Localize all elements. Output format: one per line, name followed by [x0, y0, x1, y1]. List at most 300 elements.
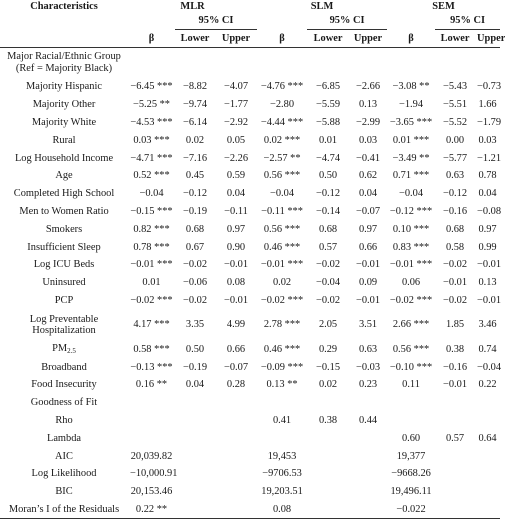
table-cell: 0.02 [318, 379, 338, 391]
table-row [0, 465, 500, 483]
table-cell [128, 412, 175, 430]
table-cell [475, 465, 500, 483]
table-cell: 0.56 *** [263, 170, 301, 182]
table-cell [307, 465, 349, 483]
table-cell: 0.78 *** [133, 241, 170, 253]
table-cell: −0.022 [387, 501, 435, 519]
table-cell: 0.56 *** [392, 343, 430, 355]
table-cell: −0.07 [356, 205, 381, 217]
table-cell: −0.19 [182, 205, 208, 217]
table-cell [307, 483, 349, 501]
table-row [0, 114, 500, 132]
table-cell: 0.64 [478, 432, 497, 444]
table-cell: 3.35 [185, 319, 205, 331]
table-cell [257, 429, 307, 447]
lower-header-slm: Lower [307, 30, 349, 48]
table-cell [349, 429, 387, 447]
table-cell: −0.11 *** [261, 205, 303, 217]
row-label [0, 340, 128, 358]
table-cell: −1.21 [477, 152, 502, 164]
upper-header-sem: Upper [475, 30, 500, 48]
table-cell: 0.13 [358, 99, 378, 111]
table-cell: 0.46 *** [263, 241, 301, 253]
blank-header-cell [0, 30, 128, 48]
table-cell [435, 483, 475, 501]
table-cell: −0.16 [443, 205, 468, 217]
table-cell: −2.57 ** [263, 152, 301, 164]
table-cell: 3.46 [478, 319, 497, 331]
blank-header-cell [257, 12, 307, 30]
table-cell: 1.66 [478, 99, 497, 111]
table-cell: −2.99 [356, 116, 381, 128]
table-cell: −6.45 *** [130, 81, 173, 93]
table-cell: 19,453 [267, 450, 297, 462]
table-cell: −0.04 [399, 188, 424, 200]
table-cell: −1.94 [399, 99, 424, 111]
table-cell: 0.78 [478, 170, 497, 182]
table-cell: −0.04 [316, 277, 341, 289]
table-cell: 0.57 [318, 241, 338, 253]
table-cell: 0.97 [226, 223, 246, 235]
beta-header-slm: β [257, 30, 307, 48]
header-row-ci [0, 12, 500, 30]
table-cell: −2.92 [223, 116, 249, 128]
table-cell: 0.46 *** [263, 343, 301, 355]
table-cell: −4.53 *** [130, 116, 173, 128]
row-label-line: Hospitalization [32, 324, 96, 336]
table-cell [387, 412, 435, 430]
table-cell [475, 412, 500, 430]
row-label [0, 48, 128, 79]
table-cell: 0.82 *** [133, 223, 170, 235]
table-cell [215, 465, 257, 483]
table-cell: −4.07 [223, 81, 249, 93]
table-cell: 2.78 *** [263, 319, 301, 331]
table-cell: −0.01 [477, 294, 502, 306]
table-cell: 0.90 [226, 241, 246, 253]
row-label-main: PM [52, 343, 68, 355]
table-cell: −5.51 [443, 99, 468, 111]
table-cell: −0.15 [316, 361, 341, 373]
table-cell: 0.02 [185, 134, 205, 146]
table-row [0, 292, 500, 310]
row-label: Uninsured [42, 277, 86, 289]
table-cell: 0.41 [272, 414, 292, 426]
table-cell [128, 48, 175, 79]
table-cell: 0.00 [445, 134, 465, 146]
table-cell: 0.09 [358, 277, 378, 289]
table-cell: 0.06 [401, 277, 421, 289]
table-cell [387, 48, 435, 79]
table-cell: −1.77 [223, 99, 249, 111]
table-cell [349, 465, 387, 483]
table-cell: −5.52 [443, 116, 468, 128]
table-cell [128, 394, 175, 412]
table-cell [435, 447, 475, 465]
table-row [0, 429, 500, 447]
table-cell: −0.01 [356, 259, 381, 271]
table-cell: 0.13 ** [266, 379, 298, 391]
table-cell: −6.14 [182, 116, 208, 128]
table-cell: −1.79 [477, 116, 502, 128]
table-cell: 0.01 *** [392, 134, 430, 146]
table-cell: 0.03 [358, 134, 378, 146]
table-cell: 0.50 [318, 170, 338, 182]
table-cell: 0.04 [185, 379, 205, 391]
table-cell: 0.01 [318, 134, 338, 146]
beta-header-mlr: β [128, 30, 175, 48]
table-cell [475, 483, 500, 501]
table-cell: 0.08 [226, 277, 246, 289]
table-body [0, 48, 500, 519]
row-label-subscript: 2.5 [67, 347, 76, 356]
row-label: Smokers [45, 223, 83, 235]
table-cell: 0.58 [445, 241, 465, 253]
row-label: Majority Hispanic [26, 81, 102, 93]
row-label: Lambda [46, 432, 82, 444]
table-cell: 0.57 [445, 432, 465, 444]
table-cell: 0.02 [272, 277, 292, 289]
table-row [0, 220, 500, 238]
blank-header-cell [128, 12, 175, 30]
upper-header-mlr: Upper [215, 30, 257, 48]
table-cell: −4.74 [316, 152, 341, 164]
table-cell [175, 447, 215, 465]
table-cell [128, 429, 175, 447]
table-cell: 0.10 *** [392, 223, 430, 235]
table-cell [175, 429, 215, 447]
table-row [0, 48, 500, 79]
table-cell: −0.11 [224, 205, 248, 217]
table-row [0, 412, 500, 430]
table-cell [349, 48, 387, 79]
table-cell: −0.01 [443, 379, 468, 391]
row-label: Rho [55, 414, 73, 426]
table-cell: 0.44 [358, 414, 378, 426]
table-cell: −0.02 [182, 294, 208, 306]
table-row [0, 394, 500, 412]
table-cell: 19,377 [396, 450, 426, 462]
table-cell: −0.01 [443, 277, 468, 289]
table-cell [475, 501, 500, 519]
table-cell: 0.05 [226, 134, 246, 146]
table-cell: −0.10 *** [389, 361, 433, 373]
table-cell [307, 501, 349, 519]
row-label: Insufficient Sleep [27, 241, 101, 253]
blank-header-cell [0, 12, 128, 30]
table-cell [435, 48, 475, 79]
table-cell: 20,153.46 [130, 486, 173, 498]
table-cell: −0.04 [477, 361, 502, 373]
table-cell [215, 412, 257, 430]
table-cell: 0.38 [445, 343, 465, 355]
table-cell: 0.59 [226, 170, 246, 182]
table-cell: 2.05 [318, 319, 338, 331]
table-row [0, 185, 500, 203]
table-row [0, 238, 500, 256]
table-row [0, 131, 500, 149]
model-header-mlr: MLR [180, 0, 205, 12]
table-cell [307, 394, 349, 412]
table-row [0, 274, 500, 292]
table-cell: −0.73 [477, 81, 502, 93]
table-cell: 1.85 [445, 319, 465, 331]
table-cell: 4.99 [226, 319, 246, 331]
table-cell: 0.50 [185, 343, 205, 355]
table-cell: −5.59 [316, 99, 341, 111]
row-label: Majority Other [32, 99, 96, 111]
table-cell: −0.01 [356, 294, 381, 306]
table-cell: −4.44 *** [260, 116, 304, 128]
table-cell: −0.01 [477, 259, 502, 271]
row-label: Goodness of Fit [30, 397, 98, 409]
table-cell [215, 48, 257, 79]
table-cell: 0.67 [185, 241, 205, 253]
table-cell: −0.09 *** [260, 361, 304, 373]
table-cell: −5.88 [316, 116, 341, 128]
table-row [0, 309, 500, 340]
table-cell: 0.71 *** [392, 170, 430, 182]
table-cell: 0.97 [358, 223, 378, 235]
table-cell: −0.13 *** [130, 361, 173, 373]
table-row [0, 358, 500, 376]
characteristics-header: Characteristics [30, 0, 98, 12]
row-label: Log ICU Beds [33, 259, 95, 271]
table-cell [175, 394, 215, 412]
table-cell: 0.08 [257, 501, 307, 519]
table-cell [387, 394, 435, 412]
table-cell: −0.01 *** [260, 259, 304, 271]
table-cell [349, 501, 387, 519]
table-cell: −0.12 [316, 188, 341, 200]
table-cell: 0.58 *** [133, 343, 170, 355]
table-cell [349, 483, 387, 501]
table-cell [349, 394, 387, 412]
table-cell [215, 429, 257, 447]
table-cell [215, 483, 257, 501]
table-cell: −8.82 [182, 81, 208, 93]
table-cell [175, 483, 215, 501]
ci-header-sem: 95% CI [435, 12, 500, 30]
table-cell: 0.56 *** [263, 223, 301, 235]
table-cell: −2.26 [223, 152, 249, 164]
table-cell [435, 412, 475, 430]
table-cell [435, 394, 475, 412]
table-cell [215, 501, 257, 519]
table-cell: −0.41 [356, 152, 381, 164]
table-cell: 0.66 [358, 241, 378, 253]
row-label: Completed High School [13, 188, 115, 200]
table-cell: −5.43 [443, 81, 468, 93]
table-cell: 0.66 [226, 343, 246, 355]
table-cell: 0.01 [142, 277, 161, 289]
table-cell: 0.45 [185, 170, 205, 182]
row-label: Moran’s I of the Residuals [0, 501, 128, 519]
table-row [0, 203, 500, 221]
table-cell: 0.97 [478, 223, 497, 235]
table-cell: 4.17 *** [133, 319, 170, 331]
row-label: AIC [55, 450, 73, 462]
table-row [0, 149, 500, 167]
table-cell: −3.08 ** [392, 81, 430, 93]
model-header-slm: SLM [310, 0, 334, 12]
table-cell: 0.04 [478, 188, 497, 200]
table-cell: 2.66 *** [392, 319, 430, 331]
table-cell: −0.01 [223, 294, 249, 306]
table-cell: −0.19 [182, 361, 208, 373]
table-cell: −0.12 [182, 188, 208, 200]
table-cell: 0.02 *** [263, 134, 301, 146]
row-label: Broadband [41, 361, 87, 373]
table-cell: −0.12 *** [389, 205, 433, 217]
table-cell [307, 429, 349, 447]
row-label: Rural [52, 134, 76, 146]
table-cell: −5.77 [443, 152, 468, 164]
table-cell: −0.01 *** [389, 259, 433, 271]
header-row-columns [0, 30, 500, 48]
header-row-models [0, 0, 500, 12]
table-cell: 0.29 [318, 343, 338, 355]
table-cell: −0.03 [356, 361, 381, 373]
table-row [0, 376, 500, 394]
row-label: Log Likelihood [31, 468, 97, 480]
table-cell [435, 465, 475, 483]
table-cell: 20,039.82 [130, 450, 173, 462]
table-cell [475, 48, 500, 79]
table-cell [349, 447, 387, 465]
table-cell: 0.63 [358, 343, 378, 355]
table-cell: −9.74 [182, 99, 208, 111]
table-row [0, 78, 500, 96]
table-cell: 0.38 [318, 414, 338, 426]
beta-header-sem: β [387, 30, 435, 48]
table-cell: 19,203.51 [261, 486, 303, 498]
table-cell: 0.11 [402, 379, 420, 391]
table-cell: 0.83 *** [392, 241, 430, 253]
table-cell: −0.04 [139, 188, 164, 200]
table-cell: 0.68 [445, 223, 465, 235]
table-cell: −6.85 [316, 81, 341, 93]
table-cell: −0.14 [316, 205, 341, 217]
table-cell [307, 48, 349, 79]
table-cell: −0.01 [223, 259, 249, 271]
table-cell: −0.16 [443, 361, 468, 373]
table-cell: −0.02 [182, 259, 208, 271]
row-label: PCP [54, 294, 74, 306]
row-label: Men to Women Ratio [19, 205, 109, 217]
table-cell [175, 412, 215, 430]
table-cell: 19,496.11 [390, 486, 432, 498]
table-cell [475, 447, 500, 465]
blank-header-cell [387, 12, 435, 30]
table-cell: 0.23 [358, 379, 378, 391]
table-cell: 0.22 [478, 379, 497, 391]
table-cell: 0.28 [226, 379, 246, 391]
table-cell: 0.68 [318, 223, 338, 235]
table-cell: 0.16 ** [135, 379, 168, 391]
table-cell: −3.49 ** [392, 152, 430, 164]
table-cell [215, 394, 257, 412]
row-label-line: Log Preventable [29, 313, 99, 325]
table-cell [435, 501, 475, 519]
table-cell: −0.12 [443, 188, 468, 200]
table-cell: 0.22 ** [128, 501, 175, 519]
table-cell: −0.04 [270, 188, 295, 200]
table-cell [215, 447, 257, 465]
row-label [0, 309, 128, 340]
table-cell: −5.25 ** [132, 99, 171, 111]
table-cell: 0.04 [358, 188, 378, 200]
row-label: Food Insecurity [31, 379, 97, 391]
table-cell: 0.60 [401, 432, 421, 444]
table-cell [475, 394, 500, 412]
row-label: Age [55, 170, 73, 182]
table-cell: −3.65 *** [389, 116, 433, 128]
row-label: Log Household Income [14, 152, 114, 164]
table-cell: −0.02 [443, 294, 468, 306]
table-cell: 0.03 *** [133, 134, 170, 146]
table-row [0, 483, 500, 501]
table-cell: −0.02 *** [389, 294, 433, 306]
table-row [0, 501, 500, 519]
table-cell: −2.80 [270, 99, 295, 111]
table-cell: −0.02 *** [260, 294, 304, 306]
row-label-line: (Ref = Majority Black) [15, 63, 113, 74]
table-cell: −10,000.91 [130, 468, 178, 480]
table-cell: −0.06 [182, 277, 208, 289]
row-label: BIC [55, 486, 73, 498]
lower-header-mlr: Lower [175, 30, 215, 48]
table-row [0, 256, 500, 274]
table-cell [175, 48, 215, 79]
table-cell [307, 447, 349, 465]
row-label: Majority White [31, 116, 97, 128]
table-cell: −0.07 [223, 361, 249, 373]
table-cell: 0.63 [445, 170, 465, 182]
table-cell: 0.04 [226, 188, 246, 200]
table-cell: −0.02 [316, 294, 341, 306]
table-cell: −0.02 *** [130, 294, 173, 306]
table-row [0, 96, 500, 114]
table-cell: −4.76 *** [260, 81, 304, 93]
table-row [0, 340, 500, 358]
table-cell: −7.16 [182, 152, 208, 164]
table-cell: 0.74 [478, 343, 497, 355]
table-cell: −9668.26 [391, 468, 431, 480]
table-cell: 0.62 [358, 170, 378, 182]
table-cell [257, 48, 307, 79]
ci-header-slm: 95% CI [307, 12, 387, 30]
table-cell [175, 465, 215, 483]
table-cell: −2.66 [356, 81, 381, 93]
table-cell: 0.99 [478, 241, 497, 253]
table-cell: −0.08 [477, 205, 502, 217]
upper-header-slm: Upper [349, 30, 387, 48]
table-cell: −9706.53 [262, 468, 302, 480]
table-cell [257, 394, 307, 412]
table-cell [175, 501, 215, 519]
table-cell: −0.01 *** [130, 259, 173, 271]
table-cell: 0.52 *** [133, 170, 170, 182]
lower-header-sem: Lower [435, 30, 475, 48]
model-header-sem: SEM [432, 0, 455, 12]
row-label-line: Major Racial/Ethnic Group [7, 51, 121, 62]
table-cell: −0.15 *** [130, 205, 173, 217]
table-cell: −0.02 [443, 259, 468, 271]
table-cell: −4.71 *** [130, 152, 173, 164]
table-cell: 0.68 [185, 223, 205, 235]
ci-header-mlr: 95% CI [175, 12, 257, 30]
